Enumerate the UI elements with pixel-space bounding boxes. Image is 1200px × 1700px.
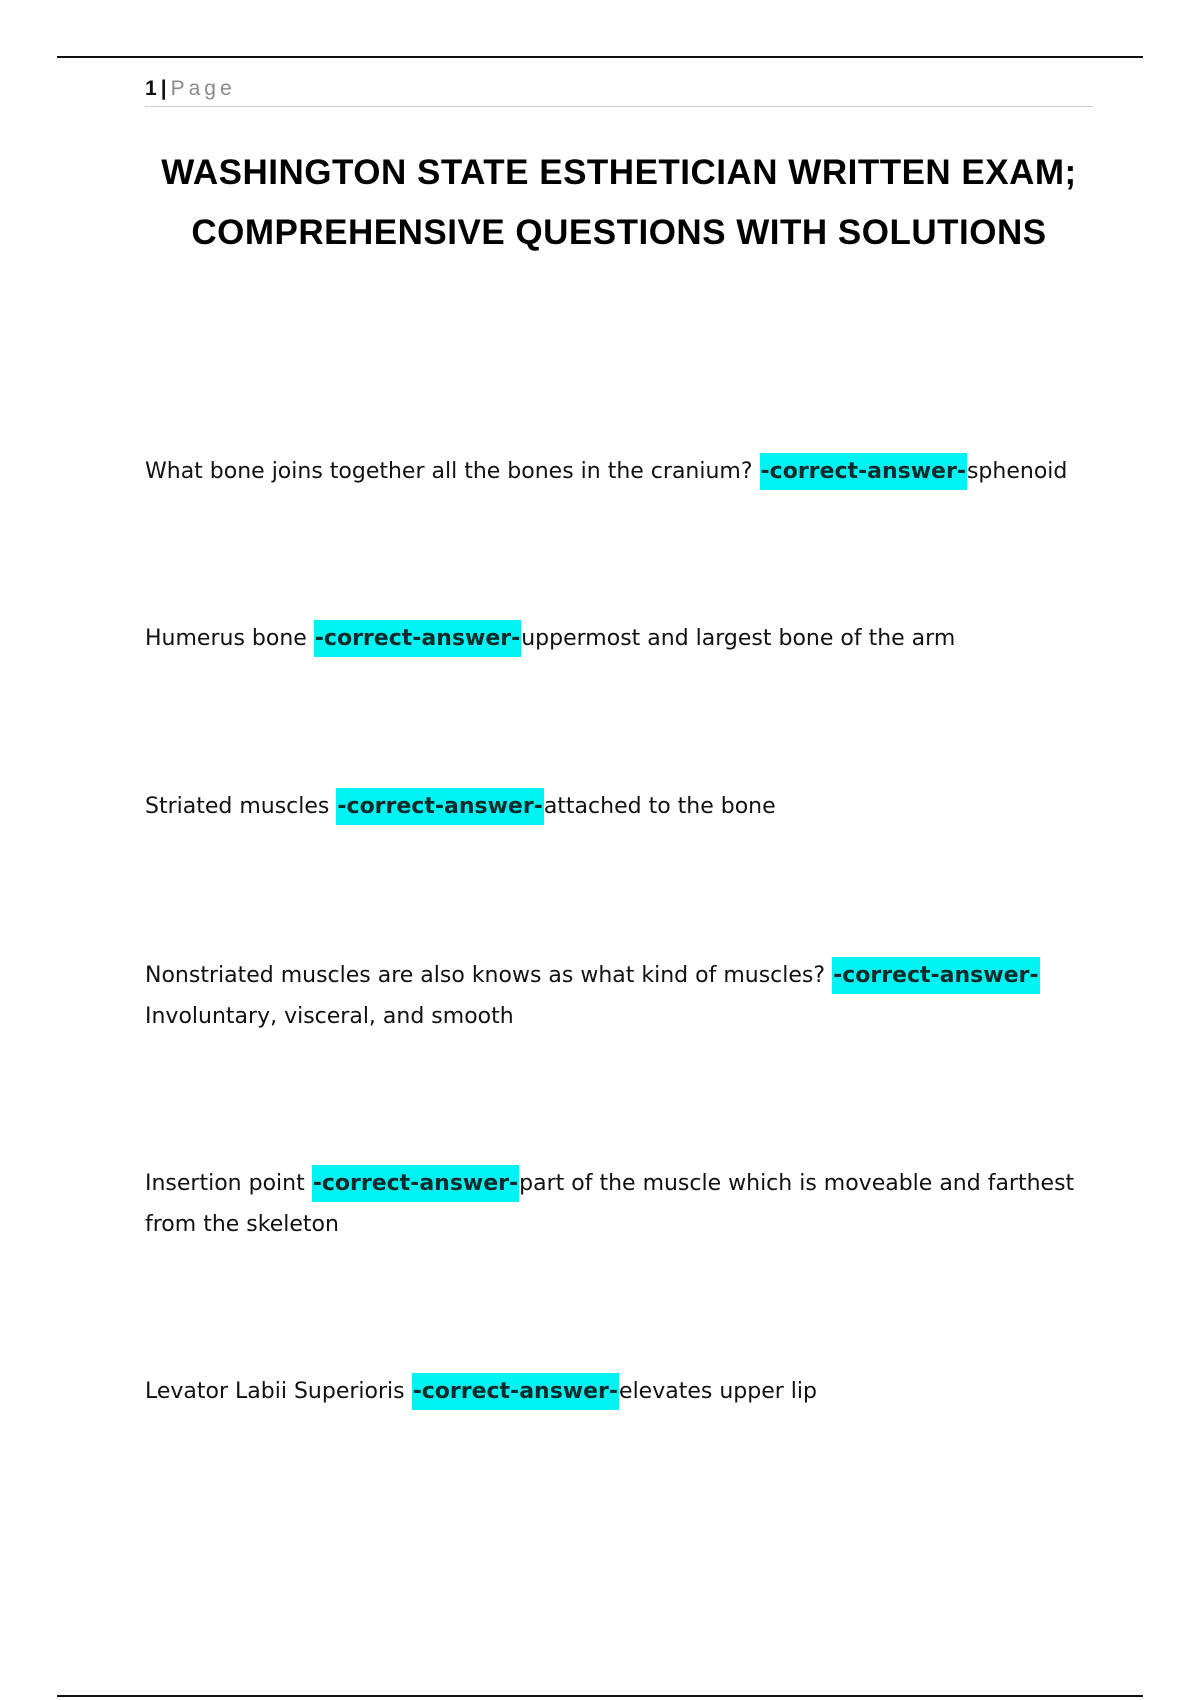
bottom-border-line xyxy=(57,1695,1143,1697)
answer-text: Involuntary, visceral, and smooth xyxy=(145,1004,514,1029)
answer-text: attached to the bone xyxy=(543,794,776,819)
document-title: WASHINGTON STATE ESTHETICIAN WRITTEN EXAM; COMPREHENSIVE QUESTIONS WITH SOLUTIONS xyxy=(161,153,1077,252)
qa-item-6 xyxy=(145,1371,1095,1412)
top-border-line xyxy=(57,56,1143,58)
question-text: Striated muscles xyxy=(145,794,337,819)
correct-answer-marker: -correct-answer- xyxy=(314,620,521,657)
question-text: Insertion point xyxy=(145,1171,312,1196)
question-text: Levator Labii Superioris xyxy=(145,1379,412,1404)
correct-answer-marker: -correct-answer- xyxy=(312,1165,519,1202)
question-text: What bone joins together all the bones in the cranium? xyxy=(145,459,760,484)
answer-text: part of the muscle which is moveable and farthest from the skeleton xyxy=(145,1171,1075,1237)
qa-item-1 xyxy=(145,451,1095,492)
question-text: Nonstriated muscles are also knows as what kind of muscles? xyxy=(145,963,833,988)
correct-answer-marker: -correct-answer- xyxy=(760,453,967,490)
question-text: Humerus bone xyxy=(145,626,314,651)
page-separator: | xyxy=(160,77,167,100)
answer-text: sphenoid xyxy=(966,459,1068,484)
qa-item-4 xyxy=(145,955,1095,1037)
qa-item-2 xyxy=(145,618,1095,659)
correct-answer-marker: -correct-answer- xyxy=(336,788,543,825)
correct-answer-marker: -correct-answer- xyxy=(832,957,1039,994)
page-label: Page xyxy=(170,77,236,100)
page-number: 1 xyxy=(145,77,157,100)
page-header xyxy=(145,76,1093,107)
correct-answer-marker: -correct-answer- xyxy=(412,1373,619,1410)
answer-text: uppermost and largest bone of the arm xyxy=(521,626,956,651)
qa-item-3 xyxy=(145,786,1095,827)
answer-text: elevates upper lip xyxy=(619,1379,817,1404)
qa-item-5 xyxy=(145,1163,1095,1245)
